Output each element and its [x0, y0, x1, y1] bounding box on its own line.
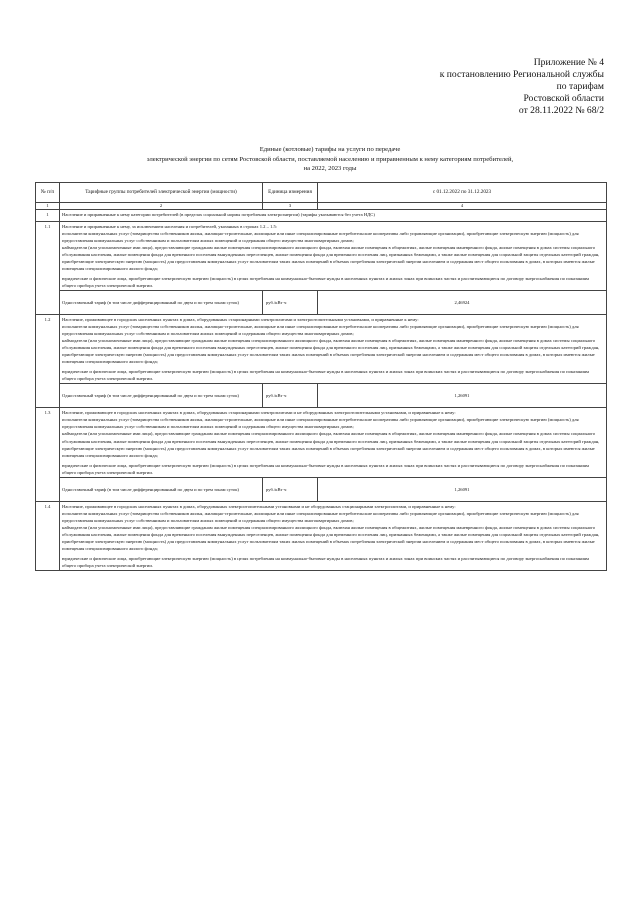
table-row [36, 501, 607, 570]
row-description [60, 314, 607, 383]
row-paragraph: наймодатели (или уполномоченные ими лица), предоставляющие гражданам жилые помещения специализированного жилищного фонда, включая жилые помещения в общежитиях, жилые помещения маневренного фонда, жилые помещения в домах системы социального обслуживания населения, жилые помещения фонда для временного поселения вынужденных переселенцев, жилые помещения фонда для временного поселения лиц, признанных беженцами, а также жилые помещения для социальной защиты отдельных категорий граждан, приобретающие электрическую энергию (мощность) для предоставления коммунальных услуг пользователям таких жилых помещений в объемах потребления электрической энергии населением и содержания мест общего пользования в домах, в которых имеются жилые помещения специализированного жилого фонда; [62, 431, 600, 458]
tariff-unit: руб./кВт·ч [263, 384, 318, 408]
row-number: 1.3 [36, 408, 60, 501]
row-paragraph: наймодатели (или уполномоченные ими лица), предоставляющие гражданам жилые помещения специализированного жилищного фонда, включая жилые помещения в общежитиях, жилые помещения маневренного фонда, жилые помещения в домах системы социального обслуживания населения, жилые помещения фонда для временного поселения вынужденных переселенцев, жилые помещения фонда для временного поселения лиц, признанных беженцами, а также жилые помещения для социальной защиты отдельных категорий граждан, приобретающие электрическую энергию (мощность) для предоставления коммунальных услуг пользователям таких жилых помещений в объемах потребления электрической энергии населением и содержания мест общего пользования в домах, в которых имеются жилые помещения специализированного жилого фонда; [62, 338, 600, 365]
tariff-table [35, 182, 607, 571]
row-number: 1.1 [36, 221, 60, 314]
table-header-row [36, 183, 607, 203]
appendix-line: по тарифам [556, 81, 604, 93]
column-number: 3 [263, 203, 318, 210]
tariff-row [36, 290, 607, 314]
appendix-line: Приложение № 4 [533, 57, 604, 68]
header-unit: Единица измерения [263, 183, 318, 203]
column-number: 1 [36, 203, 60, 210]
appendix-block [344, 57, 604, 117]
title-line: на 2022, 2023 годы [303, 165, 357, 172]
appendix-line: к постановлению Региональной службы [439, 69, 604, 81]
appendix-line: Ростовской области [523, 93, 604, 105]
tariff-value: 2,46924 [318, 290, 607, 314]
row-paragraph: Население, проживающее в городских населенных пунктах в домах, оборудованных электроотопительными установками и не оборудованных стационарными электроплитами, и приравненные к нему: [62, 503, 456, 509]
tariff-unit: руб./кВт·ч [263, 477, 318, 501]
section-number: 1 [36, 209, 60, 221]
row-number: 1.2 [36, 314, 60, 407]
table-row [36, 408, 607, 477]
row-paragraph: юридические и физические лица, приобретающие электрическую энергию (мощность) в целях потребления на коммунально-бытовые нужды в населенных пунктах и жилых зонах при воинских частях и рассчитывающиеся по договору энергоснабжения по показаниям общего прибора учета электрической энергии. [62, 462, 589, 475]
row-paragraph: Население, проживающее в городских населенных пунктах в домах, оборудованных стационарными электроплитами и не оборудованных электроотопительными установками, и приравненные к нему: [62, 410, 456, 416]
tariff-row [36, 384, 607, 408]
header-no: № п/п [36, 183, 60, 203]
row-paragraph: наймодатели (или уполномоченные ими лица), предоставляющие гражданам жилые помещения специализированного жилищного фонда, включая жилые помещения в общежитиях, жилые помещения маневренного фонда, жилые помещения в домах системы социального обслуживания населения, жилые помещения фонда для временного поселения вынужденных переселенцев, жилые помещения фонда для временного поселения лиц, признанных беженцами, а также жилые помещения для социальной защиты отдельных категорий граждан, приобретающие электрическую энергию (мощность) для предоставления коммунальных услуг пользователям таких жилых помещений в объемах потребления электрической энергии населением и содержания мест общего пользования в домах, в которых имеются жилые помещения специализированного жилого фонда; [62, 524, 600, 552]
row-paragraph: юридические и физические лица, приобретающие электрическую энергию (мощность) в целях потребления на коммунально-бытовые нужды в населенных пунктах и жилых зонах при воинских частях и рассчитывающиеся по договору энергоснабжения по показаниям общего прибора учета электрической энергии. [62, 556, 589, 569]
tariff-label: Одноставочный тариф (в том числе дифференцированный по двум и по трем зонам суток) [60, 290, 263, 314]
tariff-row [36, 477, 607, 501]
column-number: 2 [60, 203, 263, 210]
section-row [36, 209, 607, 221]
row-description [60, 501, 607, 570]
row-paragraph: юридические и физические лица, приобретающие электрическую энергию (мощность) в целях потребления на коммунально-бытовые нужды в населенных пунктах и жилых зонах при воинских частях и рассчитывающиеся по договору энергоснабжения по показаниям общего прибора учета электрической энергии. [62, 369, 589, 382]
section-text: Население и приравненные к нему категории потребителей (в пределах социальной нормы потребления электроэнергии) (тарифы указываются без учета НДС) [60, 209, 607, 221]
title-line: электрической энергии по сетям Ростовской области, поставляемой населению и приравненным к нему категориям потребителей, [146, 155, 514, 163]
tariff-value: 1,26091 [318, 384, 607, 408]
table-row [36, 221, 607, 290]
row-paragraph: исполнители коммунальных услуг (товарищества собственников жилья, жилищно-строительные, жилищные или иные специализированные потребительские кооперативы либо управляющие организации), приобретающие электрическую энергию (мощность) для предоставления коммунальных услуг собственникам и пользователям жилых помещений и содержания общего имущества многоквартирных домов; [62, 230, 579, 243]
header-groups: Тарифные группы потребителей электрической энергии (мощности) [60, 183, 263, 203]
appendix-line: от 28.11.2022 № 68/2 [518, 105, 604, 117]
tariff-value: 1,26091 [318, 477, 607, 501]
table-row [36, 314, 607, 383]
row-paragraph: исполнители коммунальных услуг (товарищества собственников жилья, жилищно-строительные, жилищные или иные специализированные потребительские кооперативы либо управляющие организации), приобретающие электрическую энергию (мощность) для предоставления коммунальных услуг собственникам и пользователям жилых помещений и содержания общего имущества многоквартирных домов; [62, 417, 579, 430]
row-paragraph: юридические и физические лица, приобретающие электрическую энергию (мощность) в целях потребления на коммунально-бытовые нужды в населенных пунктах и жилых зонах при воинских частях и рассчитывающиеся по договору энергоснабжения по показаниям общего прибора учета электрической энергии. [62, 275, 589, 288]
document-title [60, 145, 600, 174]
column-number: 4 [318, 203, 607, 210]
row-paragraph: Население, проживающее в городских населенных пунктах в домах, оборудованных стационарными электроплитами и электроотопительными установками, и приравненные к нему: [62, 316, 419, 322]
row-paragraph: исполнители коммунальных услуг (товарищества собственников жилья, жилищно-строительные, жилищные или иные специализированные потребительские кооперативы либо управляющие организации), приобретающие электрическую энергию (мощность) для предоставления коммунальных услуг собственникам и пользователям жилых помещений и содержания общего имущества многоквартирных домов; [62, 510, 579, 523]
row-paragraph: наймодатели (или уполномоченные ими лица), предоставляющие гражданам жилые помещения специализированного жилищного фонда, включая жилые помещения в общежитиях, жилые помещения маневренного фонда, жилые помещения в домах системы социального обслуживания населения, жилые помещения фонда для временного поселения вынужденных переселенцев, жилые помещения фонда для временного поселения лиц, признанных беженцами, а также жилые помещения для социальной защиты отдельных категорий граждан, приобретающие электрическую энергию (мощность) для предоставления коммунальных услуг пользователям таких жилых помещений в объемах потребления электрической энергии населением и содержания мест общего пользования в домах, в которых имеются жилые помещения специализированного жилого фонда; [62, 244, 600, 271]
row-paragraph: Население и приравненные к нему, за исключением населения и потребителей, указанных в строках 1.2 – 1.5: [62, 223, 278, 229]
title-line: Единые (котловые) тарифы на услуги по передаче [259, 146, 401, 153]
tariff-label: Одноставочный тариф (в том числе дифференцированный по двум и по трем зонам суток) [60, 477, 263, 501]
row-description [60, 408, 607, 477]
row-number: 1.4 [36, 501, 60, 570]
row-description [60, 221, 607, 290]
tariff-label: Одноставочный тариф (в том числе дифференцированный по двум и по трем зонам суток) [60, 384, 263, 408]
row-paragraph: исполнители коммунальных услуг (товарищества собственников жилья, жилищно-строительные, жилищные или иные специализированные потребительские кооперативы либо управляющие организации), приобретающие электрическую энергию (мощность) для предоставления коммунальных услуг собственникам и пользователям жилых помещений и содержания общего имущества многоквартирных домов; [62, 323, 579, 337]
tariff-unit: руб./кВт·ч [263, 290, 318, 314]
header-period: с 01.12.2022 по 31.12.2023 [318, 183, 607, 203]
